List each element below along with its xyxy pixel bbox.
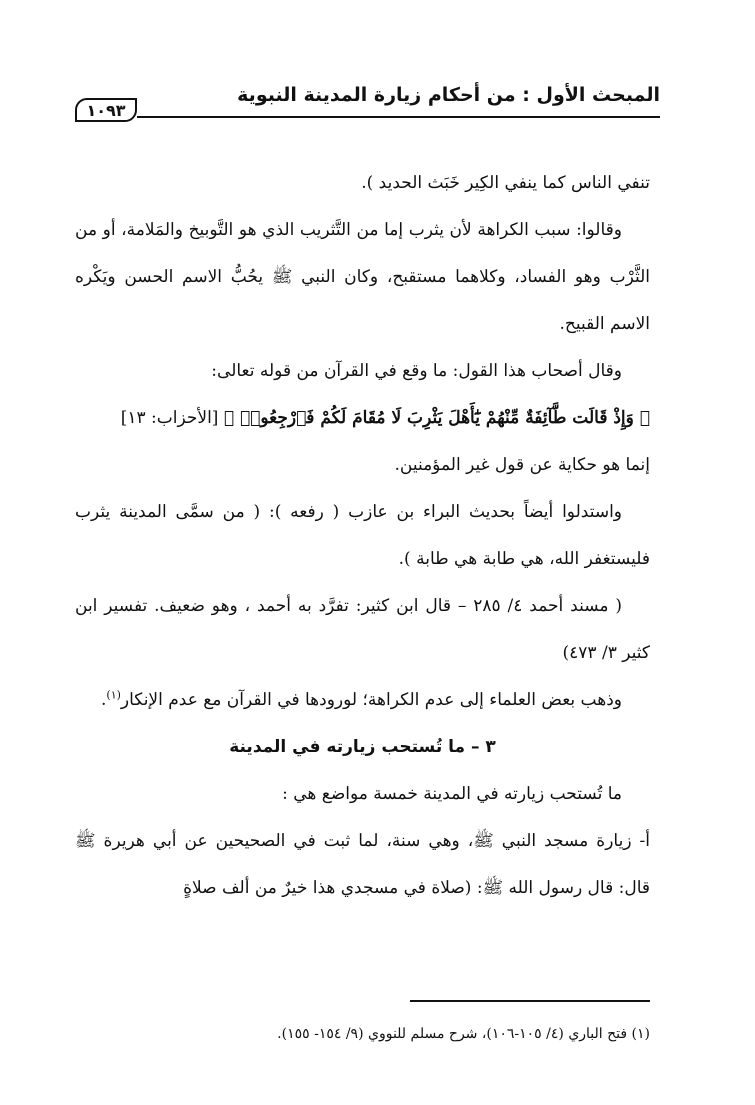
page-number: ١٠٩٣: [75, 98, 137, 122]
page-header: [75, 80, 660, 120]
quran-verse-line: [75, 395, 650, 442]
paragraph: وقالوا: سبب الكراهة لأن يثرب إما من التَّثريب الذي هو التَّوبيخ والمَلامة، أو من الثَّرْب وهو الفساد، وكلاهما مستقبح، وكان النبي ﷺ يحُبُّ الاسم الحسن ويَكْره الاسم القبيح.: [75, 220, 650, 334]
verse-reference: [الأحزاب: ١٣]: [120, 408, 219, 428]
paragraph: ( مسند أحمد ٤/ ٢٨٥ – قال ابن كثير: تفرَّد به أحمد ، وهو ضعيف. تفسير ابن كثير ٣/ ٤٧٣): [75, 596, 650, 663]
footnote-marker: (١): [106, 688, 121, 702]
chapter-title: المبحث الأول : من أحكام زيارة المدينة النبوية: [237, 84, 660, 106]
paragraph: واستدلوا أيضاً بحديث البراء بن عازب ( رفعه ): ( من سمَّى المدينة يثرب فليستغفر الله، هي طابة هي طابة ).: [75, 502, 650, 569]
paragraph: أ- زيارة مسجد النبي ﷺ، وهي سنة، لما ثبت في الصحيحين عن أبي هريرة ﷺ قال: قال رسول الله ﷺ: (صلاة في مسجدي هذا خيرٌ من ألف صلاةٍ: [75, 831, 650, 898]
paragraph: ما تُستحب زيارته في المدينة خمسة مواضع هي :: [282, 784, 622, 804]
paragraph: إنما هو حكاية عن قول غير المؤمنين.: [394, 455, 650, 475]
body-text: [75, 160, 650, 912]
footnote-separator: [410, 1000, 650, 1002]
section-heading: ٣ – ما تُستحب زيارته في المدينة: [229, 737, 496, 757]
quran-verse: ﴿ وَإِذْ قَالَت طَّآئِفَةٌ مِّنْهُمْ يَٰٓأَهْلَ يَثْرِبَ لَا مُقَامَ لَكُمْ فَٱرْجِعُوا۟ ﴾: [223, 408, 650, 428]
footnote: (١) فتح الباري (٤/ ١٠٥-١٠٦)، شرح مسلم للنووي (٩/ ١٥٤- ١٥٥).: [277, 1026, 650, 1042]
paragraph: وذهب بعض العلماء إلى عدم الكراهة؛ لورودها في القرآن مع عدم الإنكار$^{(١)}$.: [101, 688, 622, 710]
paragraph: تنفي الناس كما ينفي الكِير خَبَث الحديد ).: [361, 173, 650, 193]
header-rule: [137, 116, 660, 118]
paragraph-text: وذهب بعض العلماء إلى عدم الكراهة؛ لورودها في القرآن مع عدم الإنكار: [120, 690, 622, 710]
paragraph: وقال أصحاب هذا القول: ما وقع في القرآن من قوله تعالى:: [211, 361, 622, 381]
